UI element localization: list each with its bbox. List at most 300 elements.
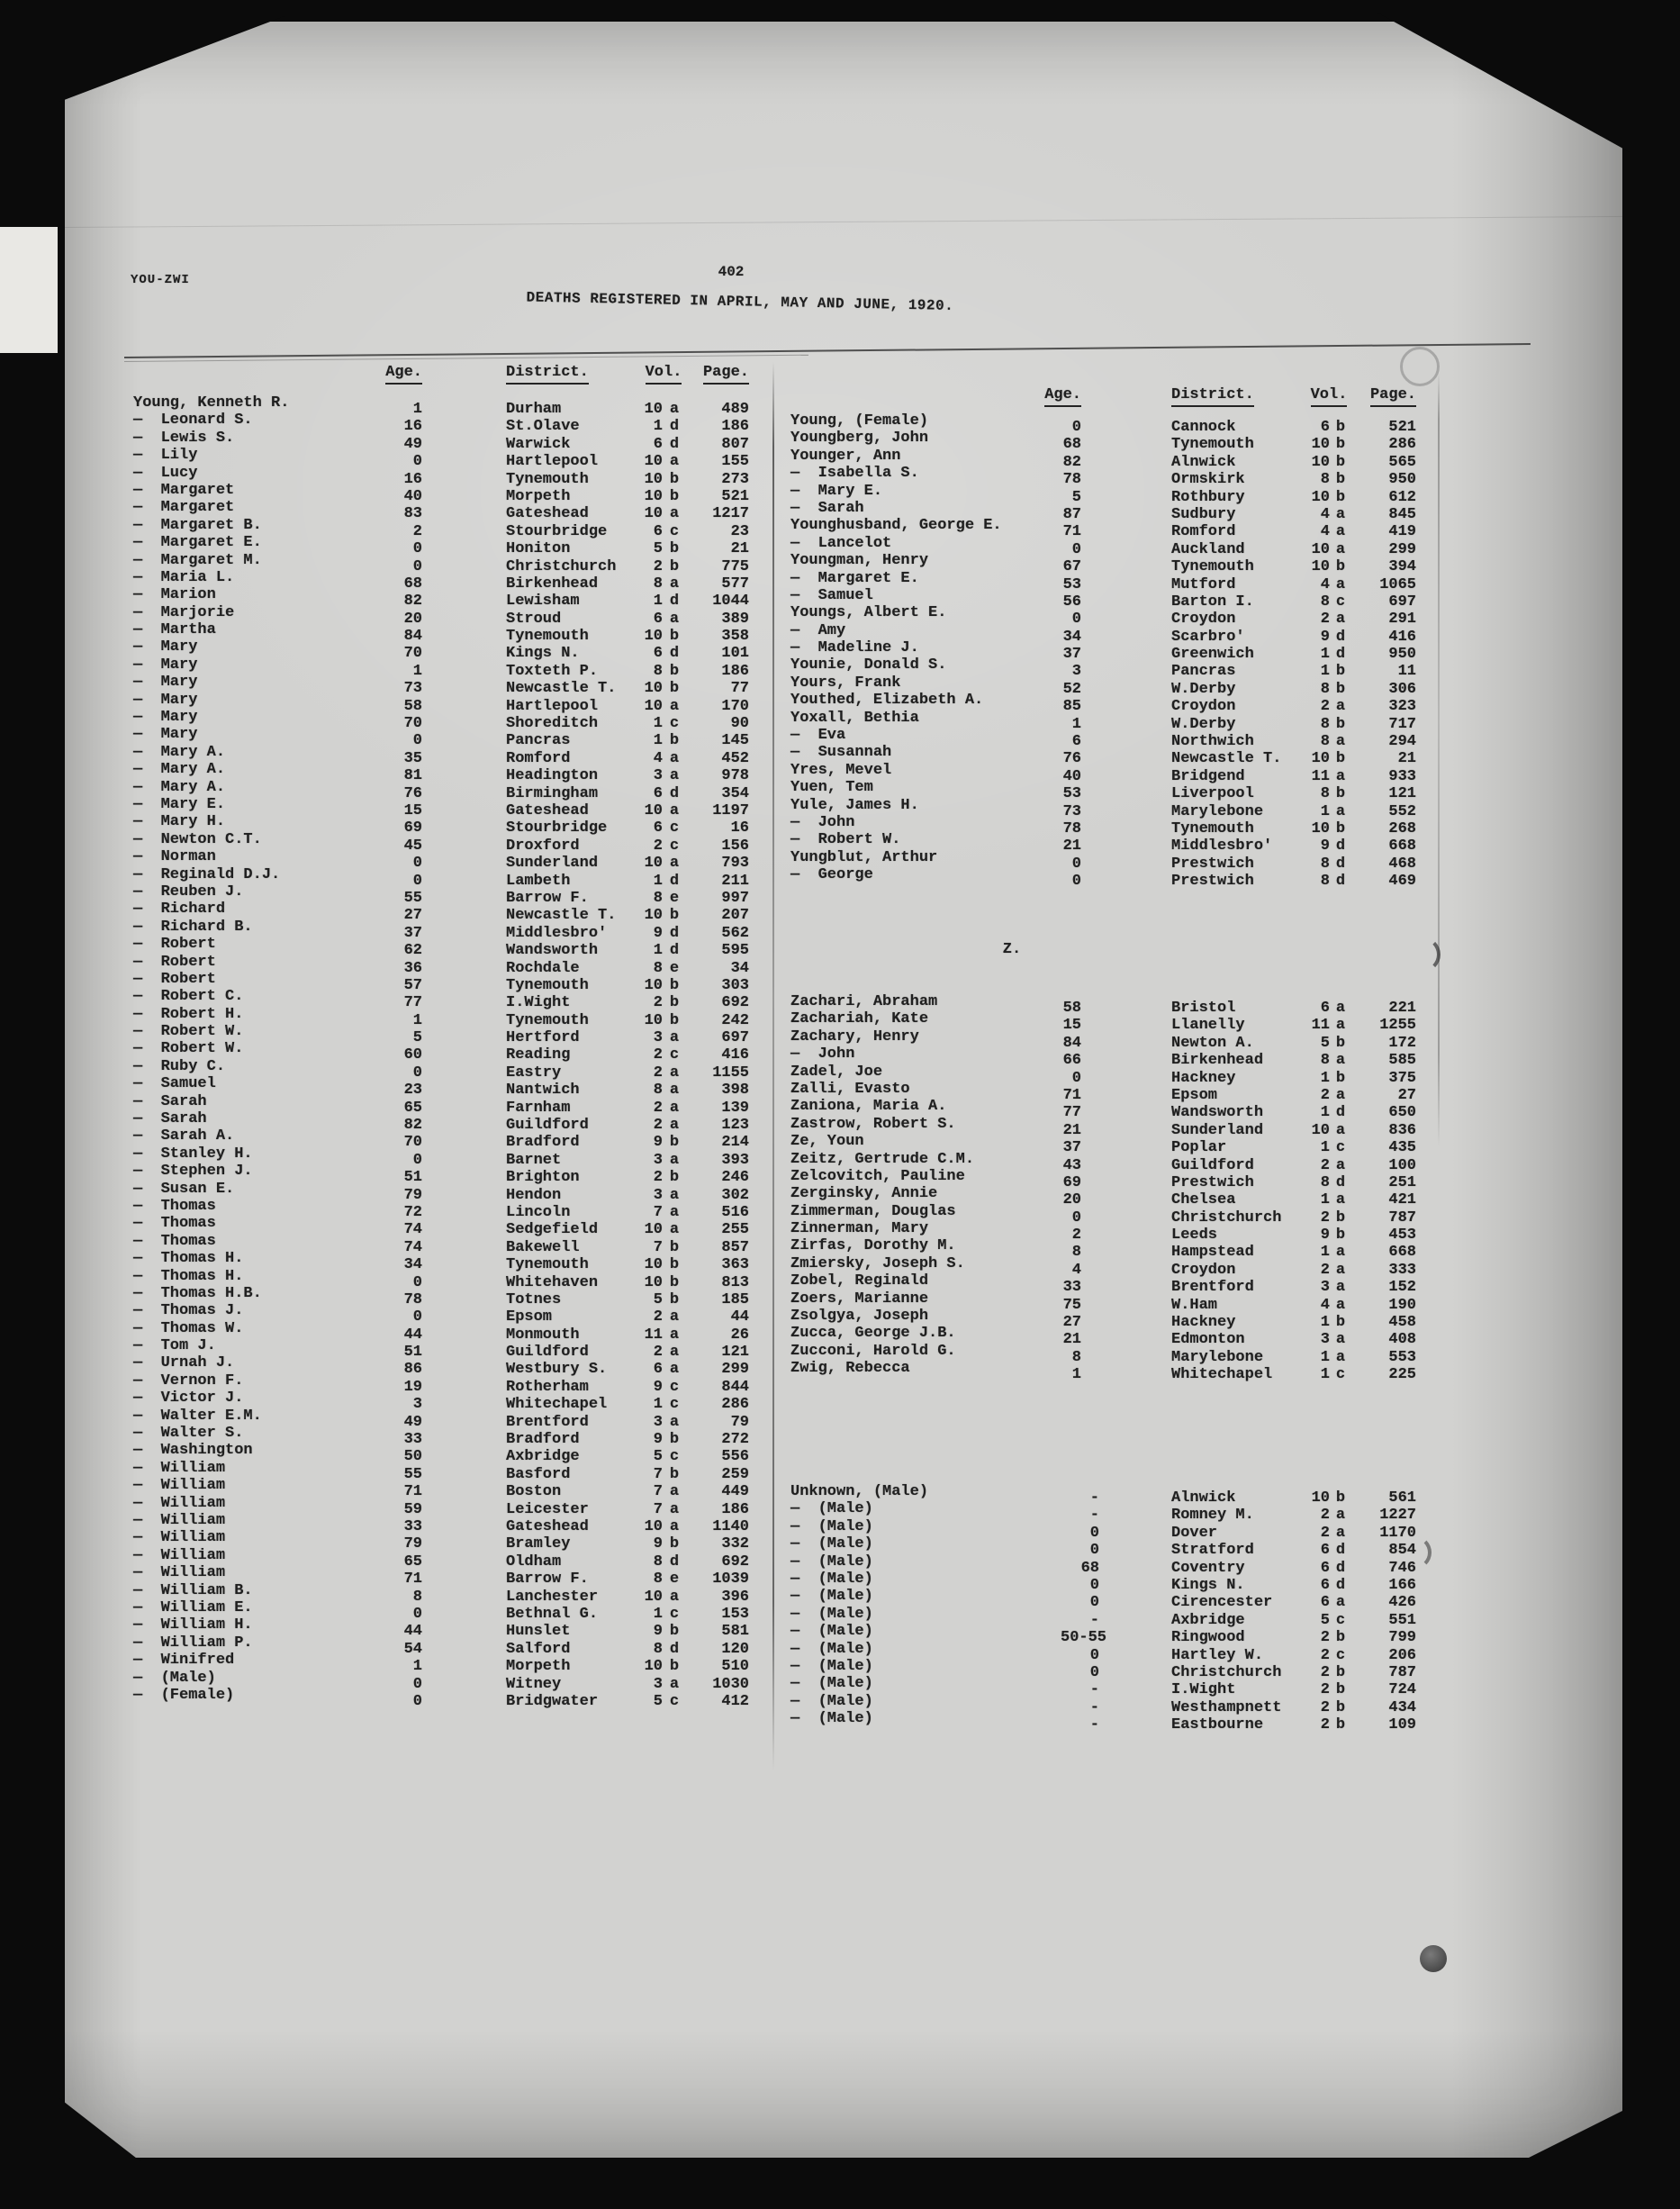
- entry-vol-number: 10: [644, 1658, 663, 1676]
- entry-name: — Thomas W.: [133, 1319, 244, 1337]
- entry-vol-letter: b: [1335, 715, 1346, 733]
- spacer: [1081, 1237, 1171, 1254]
- spacer: [422, 1616, 506, 1634]
- entry-page: 393: [721, 1151, 749, 1169]
- entry-district: Reading: [506, 1046, 571, 1064]
- entry-district: Stourbridge: [506, 819, 608, 837]
- entry-vol-letter: b: [1335, 1069, 1346, 1087]
- entry-district: Brentford: [506, 1413, 589, 1431]
- entry-age: 43: [1062, 1156, 1081, 1174]
- spacer: [422, 1302, 506, 1319]
- entry-district: Toxteth P.: [506, 662, 599, 680]
- entry-age: 15: [1062, 1017, 1081, 1035]
- entry-page: 458: [1388, 1314, 1416, 1332]
- entry-vol-letter: b: [669, 1465, 680, 1483]
- entry-vol-number: 2: [653, 557, 663, 575]
- entry-age: 20: [1062, 1191, 1081, 1209]
- entry-vol-letter: d: [669, 1553, 680, 1571]
- entry-age: 52: [1062, 680, 1081, 698]
- entry-vol-number: 1: [653, 872, 663, 890]
- hole-punch-mark: [1397, 1535, 1432, 1570]
- entry-age: 0: [412, 557, 422, 575]
- entry-vol-number: 9: [1320, 1227, 1330, 1245]
- entry-district: Sunderland: [506, 855, 599, 873]
- entry-page: 612: [1388, 488, 1416, 506]
- entry-age: 0: [1089, 1646, 1099, 1664]
- entry-page: 426: [1388, 1594, 1416, 1612]
- entry-page: 44: [730, 1308, 749, 1326]
- spacer: [422, 709, 506, 726]
- entry-district: Guildford: [1171, 1156, 1254, 1174]
- spacer: [422, 1198, 506, 1215]
- entry-page: 291: [1388, 611, 1416, 629]
- entry-name: — Thomas H.: [133, 1250, 244, 1268]
- spacer: [1081, 535, 1171, 552]
- entry-age: 27: [1062, 1314, 1081, 1332]
- entry-vol-number: 8: [1320, 785, 1330, 803]
- entry-vol-letter: a: [1335, 1156, 1346, 1174]
- entry-vol-number: 3: [1320, 1279, 1330, 1297]
- entry-district: Christchurch: [1171, 1209, 1282, 1227]
- entry-age: 71: [403, 1571, 422, 1589]
- entry-age: 0: [412, 1605, 422, 1623]
- entry-district: Edmonton: [1171, 1331, 1245, 1349]
- entry-vol-number: 1: [653, 715, 663, 733]
- entry-district: Rothbury: [1171, 488, 1245, 506]
- entry-name: — William: [133, 1494, 226, 1512]
- entry-vol-letter: d: [1335, 628, 1346, 646]
- entry-age: 71: [1062, 523, 1081, 541]
- entry-district: Sunderland: [1171, 1121, 1264, 1139]
- spacer: [422, 988, 506, 1005]
- entry-name: Yours, Frank: [790, 674, 901, 692]
- entry-page: 186: [721, 662, 749, 680]
- entry-vol-letter: a: [669, 1029, 680, 1047]
- entry-vol-letter: a: [1335, 698, 1346, 716]
- entry-name: Youthed, Elizabeth A.: [790, 692, 984, 710]
- index-entry-row: [790, 1483, 1416, 1507]
- entry-district: I.Wight: [1171, 1681, 1236, 1699]
- entry-district: Monmouth: [506, 1326, 580, 1344]
- entry-age: 73: [403, 680, 422, 698]
- entry-vol-number: 10: [644, 470, 663, 488]
- entry-vol-number: 8: [653, 1082, 663, 1100]
- spacer: [1081, 1272, 1171, 1290]
- entry-vol-number: 8: [653, 889, 663, 907]
- spacer: [422, 971, 506, 988]
- entry-page: 302: [721, 1186, 749, 1204]
- spacer: [422, 1285, 506, 1302]
- entry-district: Bristol: [1171, 1000, 1236, 1017]
- spacer: [1081, 692, 1171, 709]
- spacer: [422, 1390, 506, 1407]
- entry-age: 68: [1080, 1559, 1099, 1577]
- entry-age: 71: [1062, 1086, 1081, 1104]
- entry-vol-number: 8: [1320, 1173, 1330, 1191]
- index-entry-row: [133, 394, 749, 418]
- entry-district: Gateshead: [506, 1518, 589, 1535]
- entry-age: 33: [403, 1431, 422, 1449]
- entry-vol-number: 10: [644, 697, 663, 715]
- entry-page: 468: [1388, 855, 1416, 873]
- spacer: [1081, 385, 1171, 407]
- entry-vol-letter: b: [669, 1535, 680, 1553]
- spacer: [422, 1372, 506, 1390]
- spacer: [422, 1040, 506, 1057]
- entry-vol-letter: b: [669, 557, 680, 575]
- entry-vol-number: 8: [1320, 873, 1330, 891]
- section-letter-z: Z.: [1002, 941, 1022, 958]
- entry-age: 37: [1062, 646, 1081, 664]
- entry-page: 577: [721, 575, 749, 593]
- entry-page: 121: [1388, 785, 1416, 803]
- entry-name: Zucca, George J.B.: [790, 1325, 956, 1343]
- entry-vol-number: 2: [653, 1064, 663, 1082]
- index-entry-row: [790, 412, 1416, 436]
- entry-age: 1: [412, 1011, 422, 1029]
- entry-vol-letter: b: [669, 662, 680, 680]
- entry-age: 0: [412, 1151, 422, 1169]
- entry-vol-letter: a: [1335, 1052, 1346, 1070]
- entry-district: Morpeth: [506, 487, 571, 505]
- spacer: [1081, 500, 1171, 517]
- entry-page: 807: [721, 435, 749, 453]
- entry-page: 521: [1388, 419, 1416, 436]
- spacer: [422, 586, 506, 603]
- entry-district: Totnes: [506, 1290, 562, 1308]
- entry-name: — Mary H.: [133, 813, 226, 831]
- spacer: [422, 1408, 506, 1425]
- entry-page: 793: [721, 855, 749, 873]
- entry-age: 59: [403, 1500, 422, 1518]
- entry-name: — Mary: [133, 656, 198, 674]
- entry-age: 1: [1071, 715, 1081, 733]
- entry-age: 70: [403, 715, 422, 733]
- entry-vol-letter: a: [669, 401, 680, 418]
- entry-name: — Robert W.: [133, 1023, 244, 1041]
- entry-page: 79: [730, 1413, 749, 1431]
- entry-district: Newcastle T.: [1171, 750, 1282, 768]
- entry-page: 120: [721, 1640, 749, 1658]
- spacer: [422, 779, 506, 796]
- entry-vol-letter: d: [669, 593, 680, 611]
- entry-district: Alnwick: [1171, 1489, 1236, 1507]
- entry-name: — Thomas: [133, 1232, 216, 1250]
- entry-vol-number: 10: [1311, 750, 1330, 768]
- entry-page: 211: [721, 872, 749, 890]
- right-margin-line: [1438, 373, 1440, 1147]
- entry-vol-letter: e: [669, 959, 680, 977]
- entry-age: 23: [403, 1082, 422, 1100]
- entry-vol-letter: c: [669, 522, 680, 540]
- header-rule: [124, 343, 1531, 358]
- entry-vol-number: 9: [653, 924, 663, 942]
- entry-vol-letter: b: [1335, 819, 1346, 837]
- entry-district: Oldham: [506, 1553, 562, 1571]
- entry-age: 86: [403, 1361, 422, 1379]
- entry-name: — (Male): [790, 1570, 873, 1588]
- spacer: [422, 1127, 506, 1145]
- entry-page: 323: [1388, 698, 1416, 716]
- entry-name: — Mary E.: [790, 482, 883, 500]
- entry-page: 27: [1397, 1086, 1416, 1104]
- spacer: [422, 1006, 506, 1023]
- entry-name: — Lewis S.: [133, 429, 235, 447]
- entry-name: — Samuel: [133, 1075, 216, 1093]
- entry-age: 70: [403, 645, 422, 663]
- entry-page: 813: [721, 1273, 749, 1291]
- entry-vol-letter: b: [669, 470, 680, 488]
- entry-age: 85: [1062, 698, 1081, 716]
- spacer: [422, 1075, 506, 1092]
- entry-district: Cannock: [1171, 419, 1236, 436]
- spacer: [422, 796, 506, 813]
- entry-name: Ze, Youn: [790, 1133, 864, 1151]
- entry-vol-letter: b: [669, 1431, 680, 1449]
- entry-name: — Marion: [133, 586, 216, 604]
- entry-age: 2: [1071, 1227, 1081, 1245]
- entry-age: 44: [403, 1623, 422, 1641]
- spacer: [422, 1442, 506, 1459]
- spacer: [422, 1687, 506, 1704]
- entry-age: 19: [403, 1378, 422, 1396]
- entry-page: 396: [721, 1588, 749, 1606]
- spacer: [1081, 570, 1171, 587]
- entry-page: 561: [1388, 1489, 1416, 1507]
- entry-district: Morpeth: [506, 1658, 571, 1676]
- entry-page: 23: [730, 522, 749, 540]
- spacer: [422, 1477, 506, 1494]
- entry-vol-letter: e: [669, 889, 680, 907]
- entry-name: — Thomas J.: [133, 1302, 244, 1320]
- spacer: [1081, 448, 1171, 465]
- entry-vol-number: 8: [653, 1571, 663, 1589]
- entry-name: — Thomas H.B.: [133, 1284, 262, 1302]
- entry-vol-letter: b: [669, 994, 680, 1012]
- entry-vol-letter: a: [1335, 1017, 1346, 1035]
- entry-vol-number: 2: [1320, 1156, 1330, 1174]
- entry-vol-letter: b: [1335, 1227, 1346, 1245]
- entry-name: — Richard B.: [133, 918, 253, 936]
- entry-page: 1065: [1379, 575, 1416, 593]
- entry-age: 84: [403, 628, 422, 646]
- entry-vol-letter: a: [669, 1675, 680, 1693]
- district-column-header: District.: [1171, 385, 1306, 407]
- entry-district: Coventry: [1171, 1559, 1245, 1577]
- entry-district: Birmingham: [506, 784, 599, 802]
- spacer: [422, 604, 506, 621]
- spacer: [422, 1215, 506, 1232]
- spacer: [1081, 1098, 1171, 1115]
- entry-district: Tynemouth: [1171, 436, 1254, 454]
- entry-vol-letter: c: [1335, 1646, 1346, 1664]
- entry-vol-number: 9: [653, 1378, 663, 1396]
- entry-vol-letter: b: [1335, 1698, 1346, 1716]
- entry-vol-letter: b: [1335, 419, 1346, 436]
- entry-district: Tynemouth: [1171, 558, 1254, 576]
- entry-district: Farnham: [506, 1099, 571, 1117]
- entry-page: 225: [1388, 1366, 1416, 1384]
- entry-name: Zerginsky, Annie: [790, 1185, 938, 1203]
- entry-vol-number: 6: [653, 1361, 663, 1379]
- entry-vol-number: 8: [653, 959, 663, 977]
- entry-age: 8: [412, 1588, 422, 1606]
- entry-name: — William: [133, 1546, 226, 1564]
- spacer: [422, 1547, 506, 1564]
- entry-name: — (Male): [790, 1605, 873, 1623]
- entry-vol-number: 9: [653, 1431, 663, 1449]
- entry-vol-number: 10: [1311, 1121, 1330, 1139]
- entry-vol-number: 10: [1311, 819, 1330, 837]
- entry-name: — William: [133, 1512, 226, 1529]
- entry-vol-letter: d: [669, 418, 680, 436]
- entry-vol-letter: b: [1335, 1034, 1346, 1052]
- entry-vol-letter: a: [669, 1483, 680, 1501]
- entry-age: 49: [403, 1413, 422, 1431]
- entry-page: 453: [1388, 1227, 1416, 1245]
- entry-name: — Reuben J.: [133, 883, 244, 901]
- entry-vol-number: 2: [1320, 698, 1330, 716]
- spacer: [1081, 1290, 1171, 1308]
- entry-name: — Mary: [133, 726, 198, 744]
- entry-page: 303: [721, 976, 749, 994]
- entry-district: Wandsworth: [506, 942, 599, 960]
- entry-name: Youngman, Henry: [790, 552, 929, 570]
- entry-vol-letter: a: [669, 1361, 680, 1379]
- spacer: [1081, 727, 1171, 744]
- entry-vol-number: 2: [653, 1344, 663, 1362]
- entry-vol-letter: a: [669, 575, 680, 593]
- entry-district: Headington: [506, 767, 599, 785]
- entry-vol-number: 7: [653, 1465, 663, 1483]
- entry-name: — Sarah A.: [133, 1127, 235, 1145]
- entry-page: 389: [721, 610, 749, 628]
- spacer: [422, 1425, 506, 1442]
- fold-line: [65, 216, 1622, 228]
- hole-punch-mark: [1400, 347, 1440, 386]
- entry-age: 70: [403, 1134, 422, 1152]
- entry-vol-letter: a: [1335, 1191, 1346, 1209]
- entry-age: 1: [412, 401, 422, 418]
- entry-name: Yoxall, Bethia: [790, 709, 919, 727]
- spacer: [1081, 866, 1171, 883]
- entry-name: — Walter S.: [133, 1425, 244, 1443]
- entry-vol-number: 10: [644, 801, 663, 819]
- entry-page: 156: [721, 837, 749, 855]
- entry-district: Lambeth: [506, 872, 571, 890]
- entry-page: 1197: [712, 801, 749, 819]
- district-column-header: District.: [506, 363, 641, 385]
- entry-page: 272: [721, 1431, 749, 1449]
- vol-column-header: Vol.: [1306, 385, 1351, 407]
- entry-name: Zadel, Joe: [790, 1063, 883, 1081]
- spacer: [1081, 1116, 1171, 1133]
- entry-vol-number: 3: [653, 1151, 663, 1169]
- entry-age: 51: [403, 1344, 422, 1362]
- entry-vol-letter: a: [1335, 1086, 1346, 1104]
- entry-district: Prestwich: [1171, 873, 1254, 891]
- entry-vol-number: 2: [653, 994, 663, 1012]
- entry-age: 44: [403, 1326, 422, 1344]
- entry-name: — Margaret E.: [790, 569, 919, 587]
- entry-page: 489: [721, 401, 749, 418]
- entry-district: Croydon: [1171, 698, 1236, 716]
- entry-age: 65: [403, 1553, 422, 1571]
- entry-vol-number: 8: [1320, 471, 1330, 489]
- entry-age: 69: [1062, 1173, 1081, 1191]
- entry-page: 190: [1388, 1296, 1416, 1314]
- entry-name: — Newton C.T.: [133, 830, 262, 848]
- page-title: DEATHS REGISTERED IN APRIL, MAY AND JUNE, 1920.: [526, 289, 954, 314]
- entry-vol-letter: a: [669, 1186, 680, 1204]
- entry-district: Barnet: [506, 1151, 562, 1169]
- entry-name: — Robert H.: [133, 1005, 244, 1023]
- entry-page: 101: [721, 645, 749, 663]
- entry-vol-number: 4: [1320, 1296, 1330, 1314]
- entry-vol-letter: b: [1335, 680, 1346, 698]
- entry-name: Younger, Ann: [790, 447, 901, 465]
- entry-vol-letter: a: [669, 1326, 680, 1344]
- entry-age: 79: [403, 1535, 422, 1553]
- entry-page: 408: [1388, 1331, 1416, 1349]
- age-column-header: Age.: [385, 363, 422, 385]
- entry-vol-number: 6: [653, 522, 663, 540]
- entry-vol-number: 2: [1320, 1086, 1330, 1104]
- entry-district: Alnwick: [1171, 453, 1236, 471]
- entry-district: Hampstead: [1171, 1244, 1254, 1262]
- entry-district: Hackney: [1171, 1069, 1236, 1087]
- entry-name: Young, (Female): [790, 412, 929, 430]
- entry-age: -: [1089, 1716, 1099, 1734]
- entry-vol-letter: b: [1335, 1663, 1346, 1681]
- entry-vol-letter: b: [669, 1658, 680, 1676]
- entry-vol-letter: a: [1335, 523, 1346, 541]
- entry-vol-letter: b: [1335, 453, 1346, 471]
- spacer: [1081, 1046, 1171, 1063]
- entry-district: Westbury S.: [506, 1361, 608, 1379]
- entry-district: W.Ham: [1171, 1296, 1218, 1314]
- entry-district: Witney: [506, 1675, 562, 1693]
- entry-vol-number: 1: [1320, 1191, 1330, 1209]
- entry-name: Yuen, Tem: [790, 779, 873, 797]
- entry-vol-letter: d: [1335, 1576, 1346, 1594]
- entry-district: Axbridge: [506, 1448, 580, 1466]
- entry-age: 83: [403, 505, 422, 523]
- spacer: [422, 1495, 506, 1512]
- entry-name: — Marjorie: [133, 603, 235, 621]
- entry-name: — Isabella S.: [790, 465, 919, 483]
- entry-vol-letter: b: [669, 732, 680, 750]
- entry-vol-letter: a: [1335, 1524, 1346, 1542]
- entry-vol-number: 5: [1320, 1034, 1330, 1052]
- entry-page: 787: [1388, 1663, 1416, 1681]
- entry-vol-number: 2: [1320, 1646, 1330, 1664]
- spacer: [1081, 710, 1171, 727]
- entry-page: 170: [721, 697, 749, 715]
- index-range-label: YOU-ZWI: [131, 273, 190, 287]
- entry-name: — Lucy: [133, 464, 198, 482]
- entry-page: 452: [721, 749, 749, 767]
- entry-vol-number: 3: [653, 1029, 663, 1047]
- entry-vol-number: 5: [653, 1448, 663, 1466]
- entry-name: Zmiersky, Joseph S.: [790, 1254, 965, 1272]
- entry-name: — Urnah J.: [133, 1354, 235, 1372]
- entry-vol-letter: b: [1335, 785, 1346, 803]
- index-entry-row: [790, 993, 1416, 1017]
- entry-page: 562: [721, 924, 749, 942]
- entry-name: — Mary A.: [133, 743, 226, 761]
- entry-name: — Mary A.: [133, 761, 226, 779]
